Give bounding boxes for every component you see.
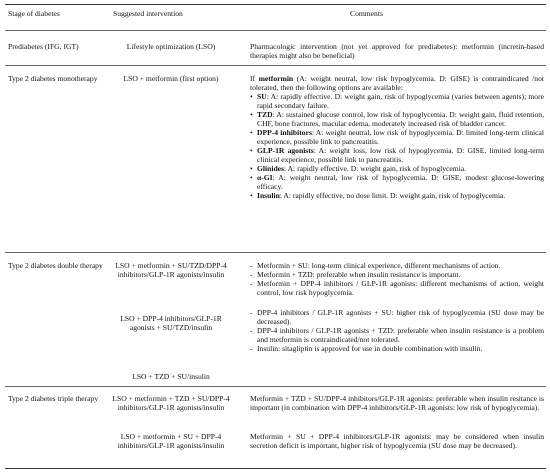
list-item: - Metformin + SU: long-term clinical experience, different mechanisms of action. — [250, 261, 501, 270]
stage-prediabetes: Prediabetes (IFG, IGT) — [8, 42, 79, 51]
intervention-double-3: LSO + TZD + SU/insulin — [132, 372, 210, 381]
intervention-double-2: LSO + DPP-4 inhibitors/GLP-1R agonists + SU/TZD/insulin — [120, 314, 222, 332]
comment-prediabetes: Pharmacologic intervention (not yet approved for prediabetes): metformin (incretin-based therapies might also be beneficial) — [250, 42, 544, 60]
row-rule-3 — [5, 386, 546, 387]
intervention-double-1: LSO + metformin + SU/TZD/DPP-4 inhibitors/GLP-1R agonists/insulin — [115, 261, 227, 279]
intervention-monotherapy: LSO + metformin (first option) — [123, 74, 219, 83]
list-item: • GLP-1R agonists: A: weight loss, low risk of hypoglycemia. D: GISE, limited long-term clinical experience, possible link to pancreatitis. — [250, 146, 544, 164]
list-item: - Metformin + DPP-4 inhibitors / GLP-1R agonists: different mechanisms of action, weight control, low risk hypoglycemia. — [250, 279, 544, 297]
comment-triple-1: Metformin + TZD + SU/DPP-4 inhibitors/GLP-1R agonists: preferable when insulin resitance is important (in combination with DPP-4 inhibitors/GLP-1R agonists: low risk of hypoglycemia). — [250, 394, 544, 412]
header-intervention: Suggested intervention — [113, 9, 183, 18]
intervention-triple-2: LSO + metformin + SU + DPP-4 inhibitors/GLP-1R agonists/insulin — [117, 432, 225, 450]
comment-monotherapy — [250, 74, 544, 200]
stage-double-therapy: Type 2 diabetes double therapy — [8, 261, 103, 270]
header-rule — [5, 30, 546, 31]
list-item: - DPP-4 inhibitors / GLP-1R agonists + SU: higher risk of hypoglycemia (SU dose may be decreased). — [250, 308, 544, 326]
list-item: • DPP-4 inhibitors: A: weight neutral, low risk of hypoglycemia. D: limited long-term clinical experience, possible link to pancreatitis. — [250, 128, 544, 146]
bullet-dot-icon: • — [250, 191, 253, 200]
row-rule-1 — [5, 65, 546, 66]
list-item: - Insulin: sitagliptin is approved for use in double combination with insulin. — [250, 344, 483, 353]
stage-monotherapy: Type 2 diabetes monotherapy — [8, 74, 98, 83]
table-top-rule — [5, 4, 546, 5]
list-item: • TZD: A: sustained glucose control, low risk of hypoglycemia. D: weight gain, fluid retention, CHF, bone fractures, macular edema, moderately increased risk of bladder cancer. — [250, 110, 544, 128]
comment-double-therapy — [250, 261, 544, 353]
bullet-dot-icon: • — [250, 110, 253, 119]
row-rule-2 — [5, 252, 546, 253]
table-bottom-rule — [5, 468, 546, 469]
list-item: • α-GI: A: weight neutral, low risk of hypoglycemia. D: GISE, modest glucose-lowering efficacy. — [250, 173, 544, 191]
header-stage: Stage of diabetes — [8, 9, 60, 18]
list-item: - Metformin + TZD: preferable when insulin resistance is important. — [250, 270, 461, 279]
double-comments-list — [250, 261, 544, 353]
list-item: • Glinides: A: rapidly effective. D: weight gain, risk of hypoglycemia. — [250, 164, 467, 173]
bullet-dot-icon: • — [250, 128, 253, 137]
mono-options-list — [250, 92, 544, 200]
header-comments: Comments — [350, 9, 383, 18]
bullet-dot-icon: • — [250, 92, 253, 101]
bullet-dot-icon: • — [250, 173, 253, 182]
list-item: • Insulin: A: rapidly effective, no dose limit. D: weight gain, risk of hypoglycemia. — [250, 191, 506, 200]
list-item: - DPP-4 inhibitors / GLP-1R agonists + TZD: preferable when insulin resistance is a problem and metformin is contraindicated/not tolerated. — [250, 326, 544, 344]
mono-intro: If metformin (A: weight neutral, low risk hypoglycemia. D: GISE) is contraindicated /not tolerated, then the following options are available: — [250, 74, 544, 92]
stage-triple-therapy: Type 2 diabetes triple therapy — [8, 394, 99, 403]
intervention-triple-1: LSO + metformin + TZD + SU/DPP-4 inhibitors/GLP-1R agonists/insulin — [112, 394, 230, 412]
bullet-dot-icon: • — [250, 164, 253, 173]
bullet-dot-icon: • — [250, 146, 253, 155]
metformin-label: metformin — [258, 74, 294, 83]
comment-triple-2: Metformin + SU + DPP-4 inhibitors/GLP-1R agonists: may be considered when insulin secretion deficit is important, higher risk of hypoglycemia (SU dose may be decreased). — [250, 432, 544, 450]
list-item: • SU: A: rapidly effective. D: weight gain, risk of hypoglycemia (varies between agents); more rapid secondary failure. — [250, 92, 544, 110]
intervention-prediabetes: Lifestyle optimization (LSO) — [126, 42, 216, 51]
